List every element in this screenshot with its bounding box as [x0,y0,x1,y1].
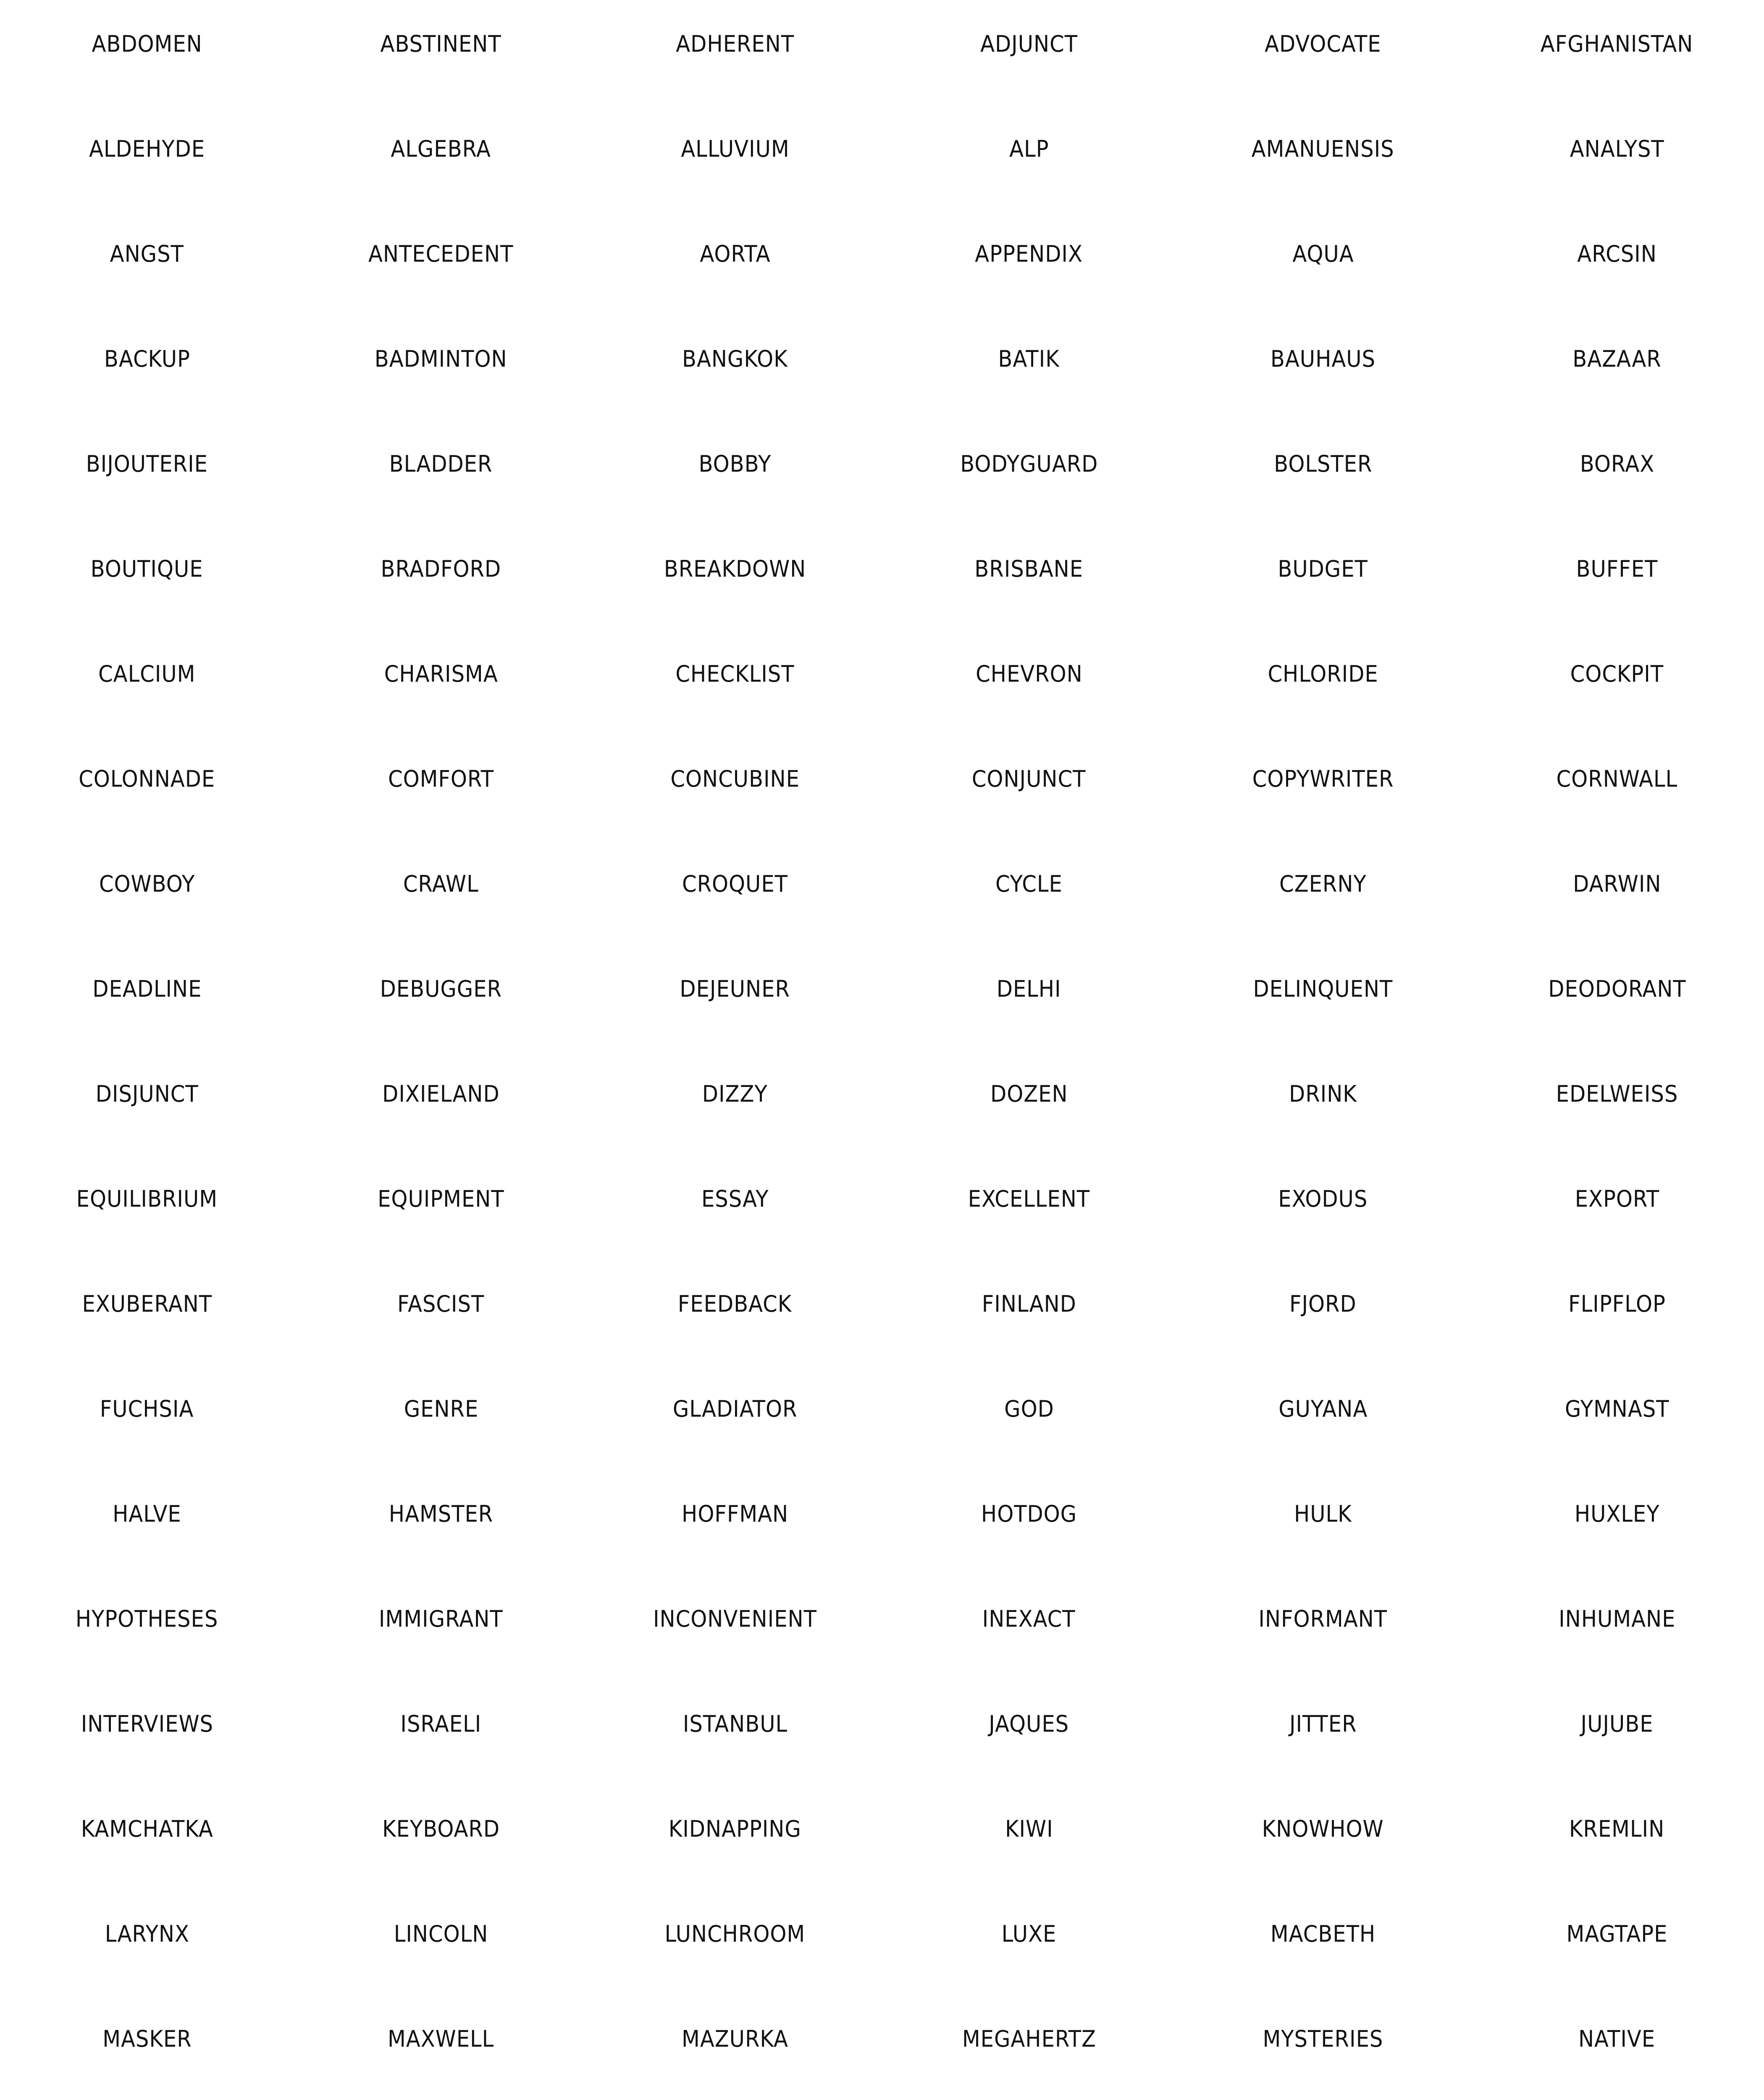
handwritten-word: EQUIPMENT [378,1186,504,1212]
handwritten-word: COCKPIT [1570,661,1664,687]
word-cell [1176,1680,1470,1785]
handwritten-word: FINLAND [982,1291,1076,1317]
handwritten-word: HULK [1294,1501,1352,1527]
handwritten-word: ANTECEDENT [368,241,514,267]
handwritten-word: CORNWALL [1556,766,1678,792]
word-cell [882,1365,1176,1470]
handwritten-word: INTERVIEWS [81,1711,213,1737]
word-cell [0,1785,294,1890]
handwritten-word: CHEVRON [975,661,1083,687]
word-cell [294,1050,588,1155]
handwritten-word: CONJUNCT [972,766,1086,792]
word-cell [882,1785,1176,1890]
word-cell [1470,420,1764,525]
handwritten-word: BLADDER [389,451,493,477]
handwritten-word: ESSAY [701,1186,769,1212]
word-cell [1176,525,1470,630]
word-cell [0,630,294,735]
handwritten-word: AFGHANISTAN [1541,31,1693,57]
handwritten-word: DELHI [997,976,1061,1002]
handwritten-word: LUXE [1001,1921,1057,1947]
word-cell [0,840,294,945]
handwritten-word: ADJUNCT [980,31,1078,57]
word-cell [1176,735,1470,840]
handwritten-word: DISJUNCT [95,1081,199,1107]
handwritten-word: KREMLIN [1569,1816,1665,1842]
word-cell [882,525,1176,630]
word-cell [1176,1365,1470,1470]
word-cell [294,1785,588,1890]
word-cell [1470,1050,1764,1155]
word-cell [882,1050,1176,1155]
word-cell [1470,1785,1764,1890]
handwritten-word: BUDGET [1278,556,1368,582]
handwritten-word: COMFORT [388,766,494,792]
handwritten-word: EXCELLENT [968,1186,1090,1212]
word-cell [1470,630,1764,735]
handwritten-word: GOD [1004,1396,1054,1422]
handwritten-word: INEXACT [982,1606,1076,1632]
handwritten-word: BOBBY [698,451,772,477]
handwritten-word: ALDEHYDE [89,136,205,162]
handwritten-word: EXPORT [1575,1186,1659,1212]
word-cell [0,210,294,315]
handwritten-word: KEYBOARD [382,1816,500,1842]
word-cell [588,630,882,735]
word-cell [882,420,1176,525]
handwritten-word: LUNCHROOM [664,1921,806,1947]
handwritten-word: DOZEN [990,1081,1068,1107]
word-cell [588,1050,882,1155]
word-cell [882,1575,1176,1680]
handwritten-word: BODYGUARD [960,451,1098,477]
word-cell [0,1155,294,1260]
handwritten-word: CZERNY [1279,871,1367,897]
word-cell [588,735,882,840]
word-cell [1176,210,1470,315]
word-cell [588,1575,882,1680]
handwritten-word: CYCLE [995,871,1063,897]
handwritten-word: COLONNADE [79,766,215,792]
handwritten-word: MEGAHERTZ [962,2026,1096,2052]
word-cell [588,1260,882,1365]
word-cell [588,210,882,315]
handwritten-word: DARWIN [1572,871,1662,897]
handwritten-word: JAQUES [989,1711,1069,1737]
word-cell [0,1995,294,2100]
handwritten-word: LARYNX [105,1921,189,1947]
handwritten-word: BAZAAR [1572,346,1662,372]
word-cell [294,945,588,1050]
word-cell [0,735,294,840]
word-cell [588,420,882,525]
word-cell [588,945,882,1050]
handwritten-word: BANGKOK [682,346,788,372]
handwritten-word: ISRAELI [400,1711,482,1737]
handwritten-word: ALGEBRA [391,136,491,162]
word-cell [882,840,1176,945]
handwritten-word: KIWI [1005,1816,1053,1842]
word-cell [588,0,882,105]
word-cell [1470,1575,1764,1680]
handwritten-word: MAXWELL [388,2026,494,2052]
word-cell [294,1890,588,1995]
handwritten-word: EDELWEISS [1556,1081,1678,1107]
handwritten-word: DEBUGGER [380,976,502,1002]
word-cell [882,0,1176,105]
handwritten-word: CHECKLIST [675,661,795,687]
word-cell [1470,1890,1764,1995]
handwritten-word: NATIVE [1578,2026,1656,2052]
word-cell [294,630,588,735]
handwritten-word: DEODORANT [1548,976,1686,1002]
handwritten-word: INCONVENIENT [653,1606,817,1632]
handwritten-word: JITTER [1289,1711,1357,1737]
word-cell [0,525,294,630]
word-cell [0,1365,294,1470]
handwritten-word: KNOWHOW [1262,1816,1384,1842]
word-cell [882,105,1176,210]
word-cell [882,210,1176,315]
handwritten-word: COWBOY [99,871,195,897]
word-cell [294,1995,588,2100]
handwritten-word: COPYWRITER [1252,766,1394,792]
word-cell [294,1155,588,1260]
handwritten-word: GLADIATOR [672,1396,798,1422]
handwritten-word: BACKUP [104,346,190,372]
handwritten-word: HALVE [113,1501,181,1527]
word-cell [294,1260,588,1365]
handwritten-word: CHARISMA [384,661,498,687]
word-cell [294,1365,588,1470]
word-cell [1176,1995,1470,2100]
word-cell [588,1680,882,1785]
word-cell [588,525,882,630]
word-cell [588,315,882,420]
handwritten-word: BAUHAUS [1270,346,1376,372]
handwritten-word: DEADLINE [92,976,202,1002]
handwritten-word: HOFFMAN [681,1501,789,1527]
handwritten-word: AMANUENSIS [1252,136,1394,162]
word-cell [882,1260,1176,1365]
handwritten-word: BIJOUTERIE [86,451,208,477]
handwritten-word: DRINK [1289,1081,1357,1107]
handwritten-word: FLIPFLOP [1568,1291,1666,1317]
word-cell [1470,735,1764,840]
word-cell [0,1575,294,1680]
handwritten-word: DIZZY [702,1081,768,1107]
handwritten-word: CONCUBINE [670,766,800,792]
word-cell [882,735,1176,840]
handwritten-word: ADHERENT [676,31,794,57]
handwritten-word: ARCSIN [1577,241,1657,267]
word-cell [1176,1050,1470,1155]
handwritten-word: MAGTAPE [1566,1921,1668,1947]
handwritten-word: GYMNAST [1564,1396,1670,1422]
word-cell [294,525,588,630]
word-cell [0,315,294,420]
handwritten-word: CRAWL [403,871,479,897]
word-cell [1176,945,1470,1050]
handwritten-word: IMMIGRANT [379,1606,503,1632]
handwritten-word: JUJUBE [1580,1711,1654,1737]
word-cell [882,1470,1176,1575]
handwritten-word: BREAKDOWN [664,556,806,582]
handwritten-word: BOUTIQUE [91,556,203,582]
handwritten-word: MYSTERIES [1263,2026,1383,2052]
handwritten-word: DIXIELAND [382,1081,500,1107]
word-cell [1176,1260,1470,1365]
handwritten-word: BADMINTON [375,346,507,372]
handwritten-word: INFORMANT [1258,1606,1388,1632]
handwritten-word: BATIK [998,346,1060,372]
handwritten-word: BOLSTER [1273,451,1373,477]
word-cell [1176,420,1470,525]
word-cell [1176,1890,1470,1995]
word-cell [0,1260,294,1365]
word-cell [0,0,294,105]
handwritten-word: KAMCHATKA [81,1816,213,1842]
word-cell [294,1680,588,1785]
word-cell [1470,1260,1764,1365]
handwritten-word: FUCHSIA [100,1396,194,1422]
word-cell [1176,840,1470,945]
handwritten-word: ADVOCATE [1265,31,1381,57]
word-cell [1470,210,1764,315]
word-cell [1176,315,1470,420]
handwritten-word: CROQUET [682,871,788,897]
word-cell [1470,840,1764,945]
word-cell [294,315,588,420]
word-cell [1470,1365,1764,1470]
word-cell [294,1575,588,1680]
handwritten-word: EQUILIBRIUM [76,1186,218,1212]
word-cell [294,0,588,105]
handwritten-word: BRISBANE [974,556,1084,582]
handwritten-word: HYPOTHESES [76,1606,218,1632]
word-cell [294,840,588,945]
handwritten-word: EXUBERANT [82,1291,212,1317]
handwritten-word: DEJEUNER [680,976,790,1002]
word-cell [588,1785,882,1890]
word-cell [882,1155,1176,1260]
word-cell [882,1890,1176,1995]
word-cell [1470,1995,1764,2100]
word-cell [1470,1680,1764,1785]
word-cell [294,420,588,525]
word-cell [1176,1785,1470,1890]
word-cell [588,1995,882,2100]
word-cell [1470,945,1764,1050]
word-cell [882,315,1176,420]
handwritten-word: KIDNAPPING [668,1816,802,1842]
handwritten-word: BUFFET [1576,556,1658,582]
word-cell [588,1155,882,1260]
word-cell [588,840,882,945]
handwritten-word: EXODUS [1278,1186,1368,1212]
word-cell [1176,0,1470,105]
handwritten-word: ISTANBUL [682,1711,788,1737]
word-cell [588,1365,882,1470]
word-cell [0,1050,294,1155]
handwritten-word: MAZURKA [682,2026,788,2052]
word-cell [294,210,588,315]
word-cell [1470,315,1764,420]
handwritten-word: DELINQUENT [1253,976,1393,1002]
handwritten-word: AQUA [1292,241,1354,267]
word-cell [1470,0,1764,105]
handwritten-word: CHLORIDE [1268,661,1378,687]
handwritten-word: ALP [1009,136,1049,162]
handwritten-word: FJORD [1289,1291,1357,1317]
word-cell [882,945,1176,1050]
word-cell [1176,1155,1470,1260]
handwritten-word: ANGST [110,241,184,267]
word-cell [588,1470,882,1575]
word-cell [0,105,294,210]
handwritten-word: ALLUVIUM [680,136,790,162]
handwritten-word: AORTA [699,241,771,267]
word-cell [0,1470,294,1575]
handwritten-word: ABDOMEN [92,31,202,57]
handwritten-word: MASKER [102,2026,192,2052]
word-cell [1176,1470,1470,1575]
word-cell [1176,1575,1470,1680]
handwritten-word: INHUMANE [1558,1606,1676,1632]
word-cell [0,1890,294,1995]
word-cell [882,1680,1176,1785]
handwritten-word: FASCIST [397,1291,485,1317]
word-cell [1470,1155,1764,1260]
word-cell [1470,105,1764,210]
handwritten-word: FEEDBACK [678,1291,792,1317]
handwritten-word: BORAX [1580,451,1654,477]
handwritten-word: BRADFORD [381,556,501,582]
word-cell [1470,525,1764,630]
word-cell [1176,105,1470,210]
handwritten-word: ABSTINENT [380,31,502,57]
handwritten-word: APPENDIX [975,241,1083,267]
handwritten-word: HAMSTER [388,1501,494,1527]
handwritten-word: GENRE [404,1396,478,1422]
word-cell [0,945,294,1050]
handwritten-word: HOTDOG [981,1501,1077,1527]
word-cell [0,1680,294,1785]
word-cell [294,735,588,840]
word-cell [1176,630,1470,735]
word-cell [294,1470,588,1575]
handwritten-word: GUYANA [1278,1396,1368,1422]
word-cell [0,420,294,525]
handwritten-word: HUXLEY [1574,1501,1660,1527]
handwritten-word: LINCOLN [394,1921,488,1947]
handwritten-word: ANALYST [1570,136,1664,162]
handwritten-word: MACBETH [1270,1921,1376,1947]
word-cell [882,1995,1176,2100]
handwritten-word: CALCIUM [98,661,196,687]
word-cell [588,105,882,210]
word-cell [882,630,1176,735]
word-cell [1470,1470,1764,1575]
word-cell [294,105,588,210]
word-cell [588,1890,882,1995]
